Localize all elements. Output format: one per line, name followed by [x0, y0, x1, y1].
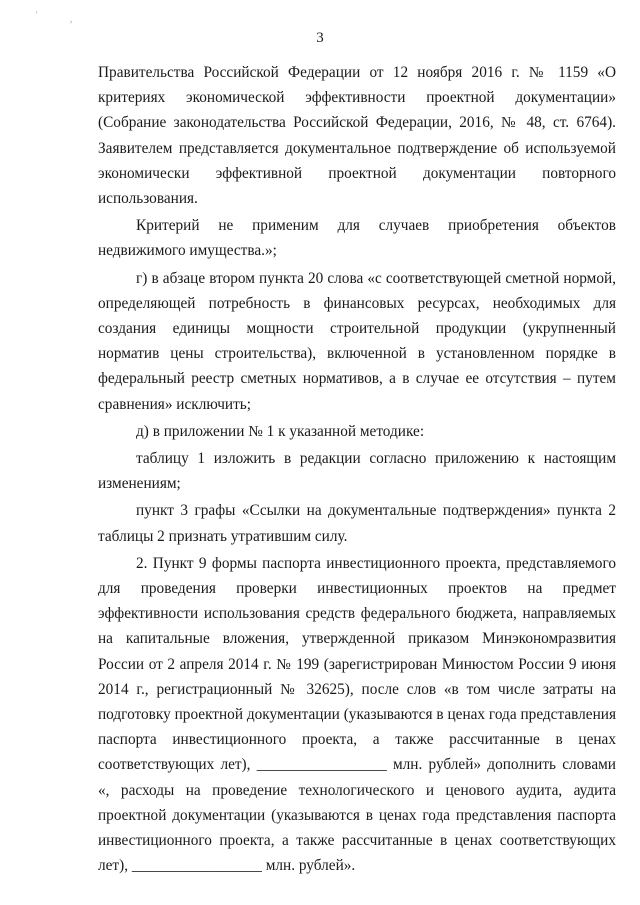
- paragraph-table-1: таблицу 1 изложить в редакции согласно приложению к настоящим изменениям;: [98, 450, 616, 493]
- paragraph-continuation: Правительства Российской Федерации от 12 ноября 2016 г. № 1159 «О критериях экономической эффективности проектной документации» (Собрание законодательства Российской Федерации, 2016, № 48, ст. 6764). Заявителем представляется документальное подтверждение об используемой экономически эффективной проектной документации повторного использования.: [98, 64, 616, 208]
- document-body: [98, 60, 616, 879]
- paragraph-item-d: д) в приложении № 1 к указанной методике:: [136, 422, 425, 440]
- paragraph-item-g: г) в абзаце втором пункта 20 слова «с соответствующей сметной нормой, определяющей потребность в финансовых ресурсах, необходимых для создания единицы мощности строительной продукции (укрупненный норматив цены строительства), включенной в установленном порядке в федеральный реестр сметных нормативов, а в случае ее отсутствия – путем сравнения» исключить;: [98, 269, 616, 413]
- paragraph-table-2: пункт 3 графы «Ссылки на документальные подтверждения» пункта 2 таблицы 2 признать утратившим силу.: [98, 502, 616, 545]
- margin-mark: ,: [70, 14, 73, 24]
- page-number: 3: [316, 30, 324, 46]
- paragraph-item-2: 2. Пункт 9 формы паспорта инвестиционного проекта, представляемого для проведения проверки инвестиционных проектов на предмет эффективности использования средств федерального бюджета, направляемых на капитальные вложения, утвержденной приказом Минэкономразвития России от 2 апреля 2014 г. № 199 (зарегистрирован Минюстом России 9 июня 2014 г., регистрационный № 32625), после слов «в том числе затраты на подготовку проектной документации (указываются в ценах года представления паспорта инвестиционного проекта, а также рассчитанные в ценах соответствующих лет), _________________ млн. рублей» дополнить словами «, расходы на проведение технологического и ценового аудита, аудита проектной документации (указываются в ценах года представления паспорта инвестиционного проекта, а также рассчитанные в ценах соответствующих лет), _________________ млн. рублей».: [98, 554, 616, 875]
- paragraph-criterion-note: Критерий не применим для случаев приобретения объектов недвижимого имущества.»;: [98, 217, 616, 260]
- margin-mark: ': [36, 10, 38, 20]
